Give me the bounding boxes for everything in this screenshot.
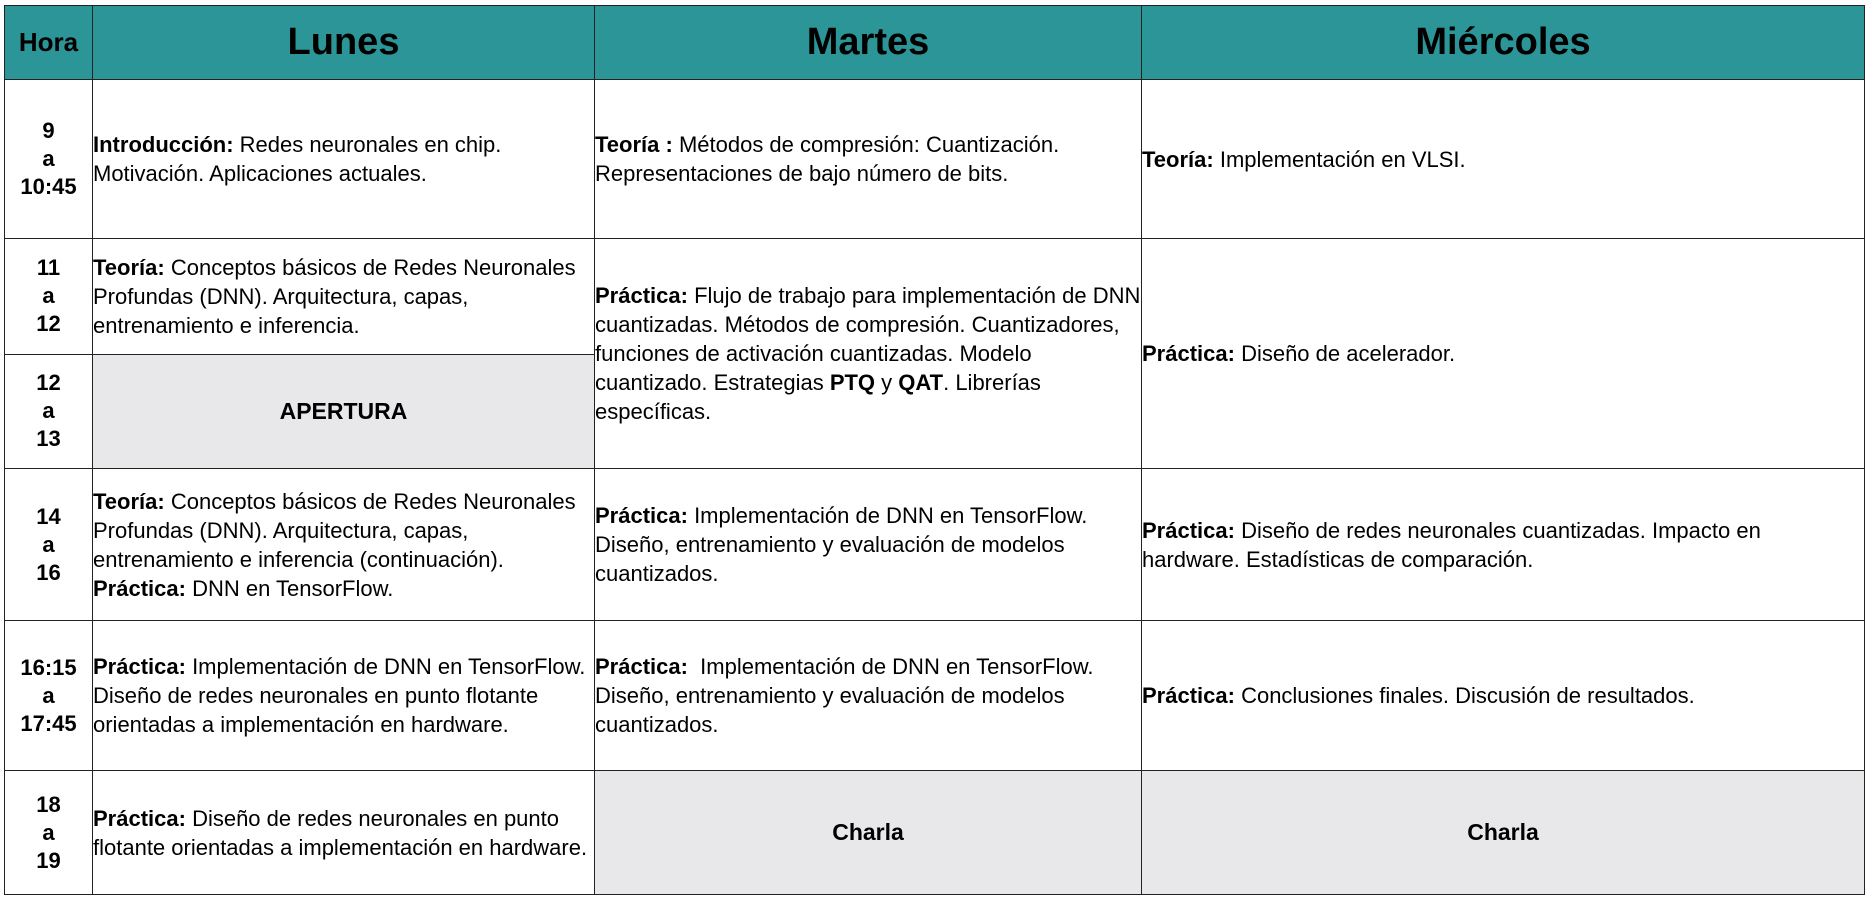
time-slot-6: 18 a 19: [5, 771, 93, 895]
header-row: [5, 6, 1865, 80]
martes-slot-5: Práctica: Implementación de DNN en TensorFlow. Diseño, entrenamiento y evaluación de modelos cuantizados.: [595, 621, 1142, 771]
lunes-slot-6: Práctica: Diseño de redes neuronales en punto flotante orientadas a implementación en hardware.: [93, 771, 595, 895]
time-slot-4: 14 a 16: [5, 468, 93, 620]
row-2: [5, 239, 1865, 354]
martes-charla: Charla: [595, 771, 1142, 895]
miercoles-charla: Charla: [1142, 771, 1865, 895]
lunes-slot-5: Práctica: Implementación de DNN en TensorFlow. Diseño de redes neuronales en punto flotante orientadas a implementación en hardware.: [93, 621, 595, 771]
row-6: [5, 771, 1865, 895]
header-lunes: Lunes: [93, 6, 595, 80]
miercoles-slot-2: Práctica: Diseño de acelerador.: [1142, 239, 1865, 469]
header-miercoles: Miércoles: [1142, 6, 1865, 80]
row-1: [5, 79, 1865, 238]
row-4: [5, 468, 1865, 620]
miercoles-slot-1: Teoría: Implementación en VLSI.: [1142, 79, 1865, 238]
time-slot-2: 11 a 12: [5, 239, 93, 354]
schedule-table: [4, 5, 1865, 895]
time-slot-1: 9 a 10:45: [5, 79, 93, 238]
lunes-slot-2: Teoría: Conceptos básicos de Redes Neuronales Profundas (DNN). Arquitectura, capas, entrenamiento e inferencia.: [93, 239, 595, 354]
martes-slot-2: Práctica: Flujo de trabajo para implementación de DNN cuantizadas. Métodos de compresión. Cuantizadores, funciones de activación cuantizadas. Modelo cuantizado. Estrategias PTQ y QAT. Librerías específicas.: [595, 239, 1142, 469]
miercoles-slot-5: Práctica: Conclusiones finales. Discusión de resultados.: [1142, 621, 1865, 771]
lunes-apertura: APERTURA: [93, 354, 595, 468]
header-hora: Hora: [5, 6, 93, 80]
miercoles-slot-4: Práctica: Diseño de redes neuronales cuantizadas. Impacto en hardware. Estadísticas de comparación.: [1142, 468, 1865, 620]
lunes-slot-1: Introducción: Redes neuronales en chip. Motivación. Aplicaciones actuales.: [93, 79, 595, 238]
row-5: [5, 621, 1865, 771]
lunes-slot-4: Teoría: Conceptos básicos de Redes Neuronales Profundas (DNN). Arquitectura, capas, entrenamiento e inferencia (continuación). Práctica: DNN en TensorFlow.: [93, 468, 595, 620]
martes-slot-4: Práctica: Implementación de DNN en TensorFlow. Diseño, entrenamiento y evaluación de modelos cuantizados.: [595, 468, 1142, 620]
header-martes: Martes: [595, 6, 1142, 80]
time-slot-3: 12 a 13: [5, 354, 93, 468]
time-slot-5: 16:15 a 17:45: [5, 621, 93, 771]
martes-slot-1: Teoría : Métodos de compresión: Cuantización. Representaciones de bajo número de bits.: [595, 79, 1142, 238]
